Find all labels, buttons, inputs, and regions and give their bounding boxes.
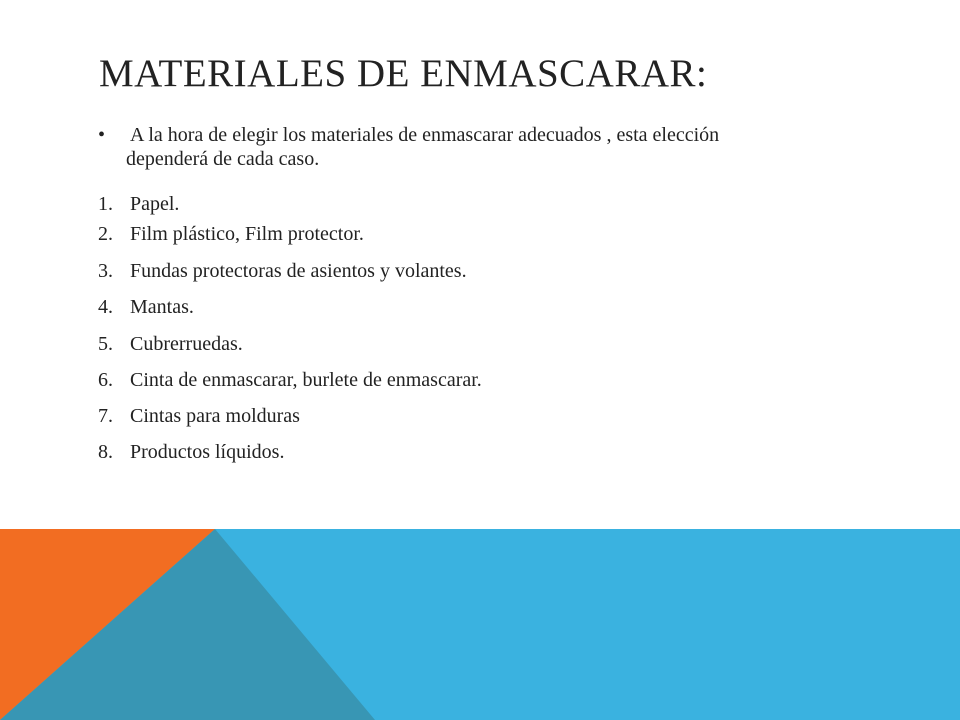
list-number: 5.: [98, 333, 113, 355]
bullet-marker: •: [98, 124, 106, 146]
list-item: [98, 259, 467, 283]
decorative-shapes: [0, 529, 960, 720]
list-text: Mantas.: [130, 296, 194, 318]
intro-line-2: dependerá de cada caso.: [126, 148, 320, 170]
list-text: Cinta de enmascarar, burlete de enmascarar.: [130, 369, 482, 391]
list-item: [98, 332, 243, 356]
slide-title: MATERIALES DE ENMASCARAR:: [99, 52, 708, 95]
list-item: [98, 440, 284, 464]
list-text: Film plástico, Film protector.: [130, 223, 364, 245]
intro-line-1: A la hora de elegir los materiales de enmascarar adecuados , esta elección: [130, 124, 720, 146]
list-text: Cintas para molduras: [130, 405, 300, 427]
list-item: [98, 222, 364, 246]
list-number: 4.: [98, 296, 113, 318]
list-text: Papel.: [130, 193, 180, 215]
list-number: 6.: [98, 369, 113, 391]
list-number: 7.: [98, 405, 113, 427]
list-text: Fundas protectoras de asientos y volantes.: [130, 260, 467, 282]
list-text: Cubrerruedas.: [130, 333, 243, 355]
list-number: 8.: [98, 441, 113, 463]
list-item: [98, 295, 194, 319]
list-number: 1.: [98, 193, 113, 215]
intro-bullet-text: [126, 123, 870, 171]
list-item: [98, 368, 482, 392]
list-number: 2.: [98, 223, 113, 245]
list-text: Productos líquidos.: [130, 441, 285, 463]
list-number: 3.: [98, 260, 113, 282]
list-item: [98, 404, 300, 428]
list-item: [98, 192, 179, 216]
